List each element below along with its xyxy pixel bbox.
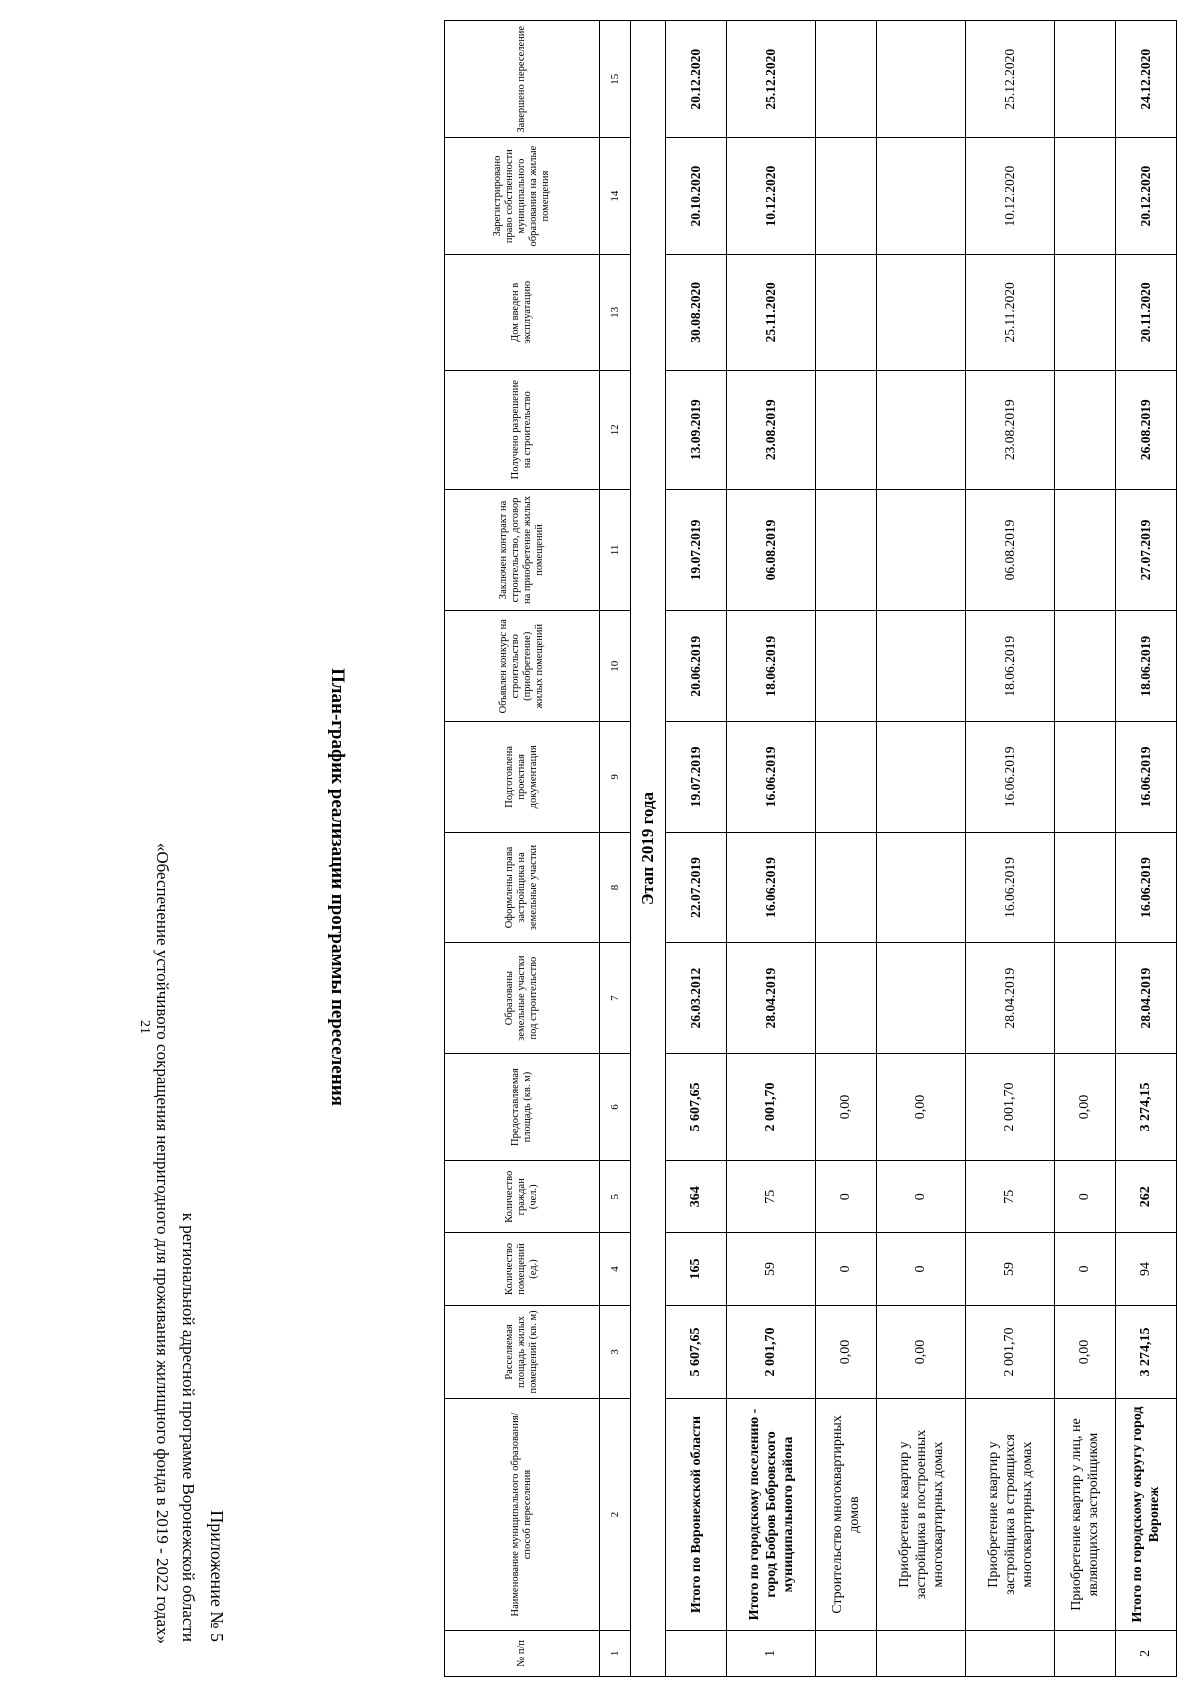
date-house-commissioned: 30.08.2020	[666, 254, 727, 370]
rooms-count: 0	[877, 1233, 966, 1305]
header-cell: № п/п	[445, 1630, 600, 1676]
date-project-docs	[1055, 722, 1116, 833]
resettlement-method: Приобретение квартир у лиц, не являющихся застройщиком	[1055, 1399, 1116, 1630]
row-number	[1055, 1630, 1116, 1676]
table-row	[727, 21, 816, 1677]
people-count: 0	[877, 1161, 966, 1233]
date-land-formed	[816, 943, 877, 1054]
date-ownership-registered: 20.10.2020	[666, 138, 727, 254]
date-ownership-registered	[816, 138, 877, 254]
column-number: 10	[600, 611, 631, 722]
date-tender-announced: 18.06.2019	[727, 611, 816, 722]
date-project-docs	[877, 722, 966, 833]
date-contract-signed	[1055, 489, 1116, 611]
resettled-area: 0,00	[1055, 1305, 1116, 1399]
column-number: 11	[600, 489, 631, 611]
date-land-formed	[877, 943, 966, 1054]
table-row	[877, 21, 966, 1677]
appendix-title: Приложение № 5	[207, 1510, 227, 1642]
column-number: 8	[600, 832, 631, 943]
date-rights-registered	[877, 832, 966, 943]
table-row	[966, 21, 1055, 1677]
rooms-count: 94	[1116, 1233, 1177, 1305]
header-cell: Получено разрешение на строительство	[445, 371, 600, 490]
date-permit-received: 13.09.2019	[666, 371, 727, 490]
rooms-count: 59	[966, 1233, 1055, 1305]
date-project-docs: 16.06.2019	[727, 722, 816, 833]
column-number: 12	[600, 371, 631, 490]
header-cell: Количество помещений (ед.)	[445, 1233, 600, 1305]
date-contract-signed	[816, 489, 877, 611]
header-cell: Количество граждан (чел.)	[445, 1161, 600, 1233]
provided-area: 0,00	[1055, 1053, 1116, 1160]
column-number-row	[600, 21, 631, 1677]
date-land-formed: 28.04.2019	[966, 943, 1055, 1054]
date-tender-announced	[877, 611, 966, 722]
column-number: 9	[600, 722, 631, 833]
resettled-area: 0,00	[816, 1305, 877, 1399]
resettlement-method: Приобретение квартир у застройщика в строящихся многоквартирных домах	[966, 1399, 1055, 1630]
date-house-commissioned: 25.11.2020	[966, 254, 1055, 370]
date-tender-announced: 18.06.2019	[1116, 611, 1177, 722]
municipality-name: Итого по городскому поселению - город Бобров Бобровского муниципального района	[727, 1399, 816, 1630]
column-number: 2	[600, 1399, 631, 1630]
date-tender-announced: 18.06.2019	[966, 611, 1055, 722]
stage-label: Этап 2019 года	[631, 21, 666, 1677]
document-title: План-график реализации программы переселения	[327, 668, 348, 1106]
resettled-area: 2 001,70	[966, 1305, 1055, 1399]
header-cell: Заключен контракт на строительство, договор на приобретение жилых помещений	[445, 489, 600, 611]
header-cell: Завершено переселение	[445, 21, 600, 138]
date-tender-announced	[1055, 611, 1116, 722]
table-row	[666, 21, 727, 1677]
column-number: 14	[600, 138, 631, 254]
column-number: 13	[600, 254, 631, 370]
header-row	[445, 21, 600, 1677]
rooms-count: 59	[727, 1233, 816, 1305]
date-house-commissioned	[816, 254, 877, 370]
table-row	[816, 21, 877, 1677]
provided-area: 0,00	[816, 1053, 877, 1160]
date-contract-signed: 06.08.2019	[727, 489, 816, 611]
date-resettlement-completed: 25.12.2020	[966, 21, 1055, 138]
municipality-name: Итого по Воронежской области	[666, 1399, 727, 1630]
date-ownership-registered: 20.12.2020	[1116, 138, 1177, 254]
resettled-area: 0,00	[877, 1305, 966, 1399]
row-number	[666, 1630, 727, 1676]
appendix-subtitle-line-1: к региональной адресной программе Воронежской области	[179, 1212, 198, 1642]
row-number	[816, 1630, 877, 1676]
date-resettlement-completed: 24.12.2020	[1116, 21, 1177, 138]
header-cell: Зарегистрировано право собственности муниципального образования на жилые помещения	[445, 138, 600, 254]
column-number: 15	[600, 21, 631, 138]
date-rights-registered: 16.06.2019	[727, 832, 816, 943]
date-tender-announced	[816, 611, 877, 722]
date-resettlement-completed: 20.12.2020	[666, 21, 727, 138]
resettled-area: 5 607,65	[666, 1305, 727, 1399]
people-count: 75	[966, 1161, 1055, 1233]
date-ownership-registered	[877, 138, 966, 254]
date-permit-received	[1055, 371, 1116, 490]
header-cell: Дом введен в эксплуатацию	[445, 254, 600, 370]
header-cell: Объявлен конкурс на строительство (приобретение) жилых помещений	[445, 611, 600, 722]
people-count: 364	[666, 1161, 727, 1233]
date-contract-signed: 19.07.2019	[666, 489, 727, 611]
header-cell: Оформлены права застройщика на земельные участки	[445, 832, 600, 943]
provided-area: 2 001,70	[966, 1053, 1055, 1160]
date-rights-registered	[816, 832, 877, 943]
date-rights-registered: 22.07.2019	[666, 832, 727, 943]
date-contract-signed	[877, 489, 966, 611]
people-count: 0	[816, 1161, 877, 1233]
page-number: 21	[137, 1020, 152, 1034]
date-rights-registered: 16.06.2019	[966, 832, 1055, 943]
resettled-area: 3 274,15	[1116, 1305, 1177, 1399]
date-ownership-registered: 10.12.2020	[966, 138, 1055, 254]
date-house-commissioned: 20.11.2020	[1116, 254, 1177, 370]
date-permit-received	[816, 371, 877, 490]
date-permit-received: 23.08.2019	[727, 371, 816, 490]
header-cell: Наименование муниципального образования/ способ переселения	[445, 1399, 600, 1630]
date-tender-announced: 20.06.2019	[666, 611, 727, 722]
date-ownership-registered	[1055, 138, 1116, 254]
date-house-commissioned: 25.11.2020	[727, 254, 816, 370]
provided-area: 5 607,65	[666, 1053, 727, 1160]
date-land-formed	[1055, 943, 1116, 1054]
date-land-formed: 28.04.2019	[1116, 943, 1177, 1054]
date-house-commissioned	[877, 254, 966, 370]
header-cell: Подготовлена проектная документация	[445, 722, 600, 833]
column-number: 4	[600, 1233, 631, 1305]
date-project-docs: 19.07.2019	[666, 722, 727, 833]
row-number: 1	[727, 1630, 816, 1676]
people-count: 75	[727, 1161, 816, 1233]
header-cell: Предоставляемая площадь (кв. м)	[445, 1053, 600, 1160]
date-house-commissioned	[1055, 254, 1116, 370]
table-row	[1116, 21, 1177, 1677]
people-count: 262	[1116, 1161, 1177, 1233]
municipality-name: Итого по городскому округу город Воронеж	[1116, 1399, 1177, 1630]
date-project-docs: 16.06.2019	[1116, 722, 1177, 833]
column-number: 7	[600, 943, 631, 1054]
column-number: 3	[600, 1305, 631, 1399]
stage-row	[631, 21, 666, 1677]
date-resettlement-completed: 25.12.2020	[727, 21, 816, 138]
date-rights-registered	[1055, 832, 1116, 943]
rooms-count: 165	[666, 1233, 727, 1305]
column-number: 6	[600, 1053, 631, 1160]
provided-area: 3 274,15	[1116, 1053, 1177, 1160]
resettlement-schedule-table	[444, 20, 1177, 1677]
resettled-area: 2 001,70	[727, 1305, 816, 1399]
date-rights-registered: 16.06.2019	[1116, 832, 1177, 943]
column-number: 5	[600, 1161, 631, 1233]
people-count: 0	[1055, 1161, 1116, 1233]
date-permit-received: 26.08.2019	[1116, 371, 1177, 490]
row-number: 2	[1116, 1630, 1177, 1676]
header-cell: Образованы земельные участки под строительство	[445, 943, 600, 1054]
date-project-docs: 16.06.2019	[966, 722, 1055, 833]
header-cell: Расселяемая площадь жилых помещений (кв. м)	[445, 1305, 600, 1399]
column-number: 1	[600, 1630, 631, 1676]
date-contract-signed: 27.07.2019	[1116, 489, 1177, 611]
row-number	[877, 1630, 966, 1676]
date-permit-received	[877, 371, 966, 490]
resettlement-method: Строительство многоквартирных домов	[816, 1399, 877, 1630]
date-land-formed: 26.03.2012	[666, 943, 727, 1054]
date-contract-signed: 06.08.2019	[966, 489, 1055, 611]
date-resettlement-completed	[877, 21, 966, 138]
row-number	[966, 1630, 1055, 1676]
provided-area: 2 001,70	[727, 1053, 816, 1160]
appendix-subtitle-line-2: «Обеспечение устойчивого сокращения непригодного для проживания жилищного фонда в 2019 - 2022 годах»	[153, 842, 172, 1644]
date-permit-received: 23.08.2019	[966, 371, 1055, 490]
date-resettlement-completed	[1055, 21, 1116, 138]
table-row	[1055, 21, 1116, 1677]
resettlement-method: Приобретение квартир у застройщика в построенных многоквартирных домах	[877, 1399, 966, 1630]
date-land-formed: 28.04.2019	[727, 943, 816, 1054]
rooms-count: 0	[1055, 1233, 1116, 1305]
rooms-count: 0	[816, 1233, 877, 1305]
date-ownership-registered: 10.12.2020	[727, 138, 816, 254]
date-resettlement-completed	[816, 21, 877, 138]
provided-area: 0,00	[877, 1053, 966, 1160]
date-project-docs	[816, 722, 877, 833]
